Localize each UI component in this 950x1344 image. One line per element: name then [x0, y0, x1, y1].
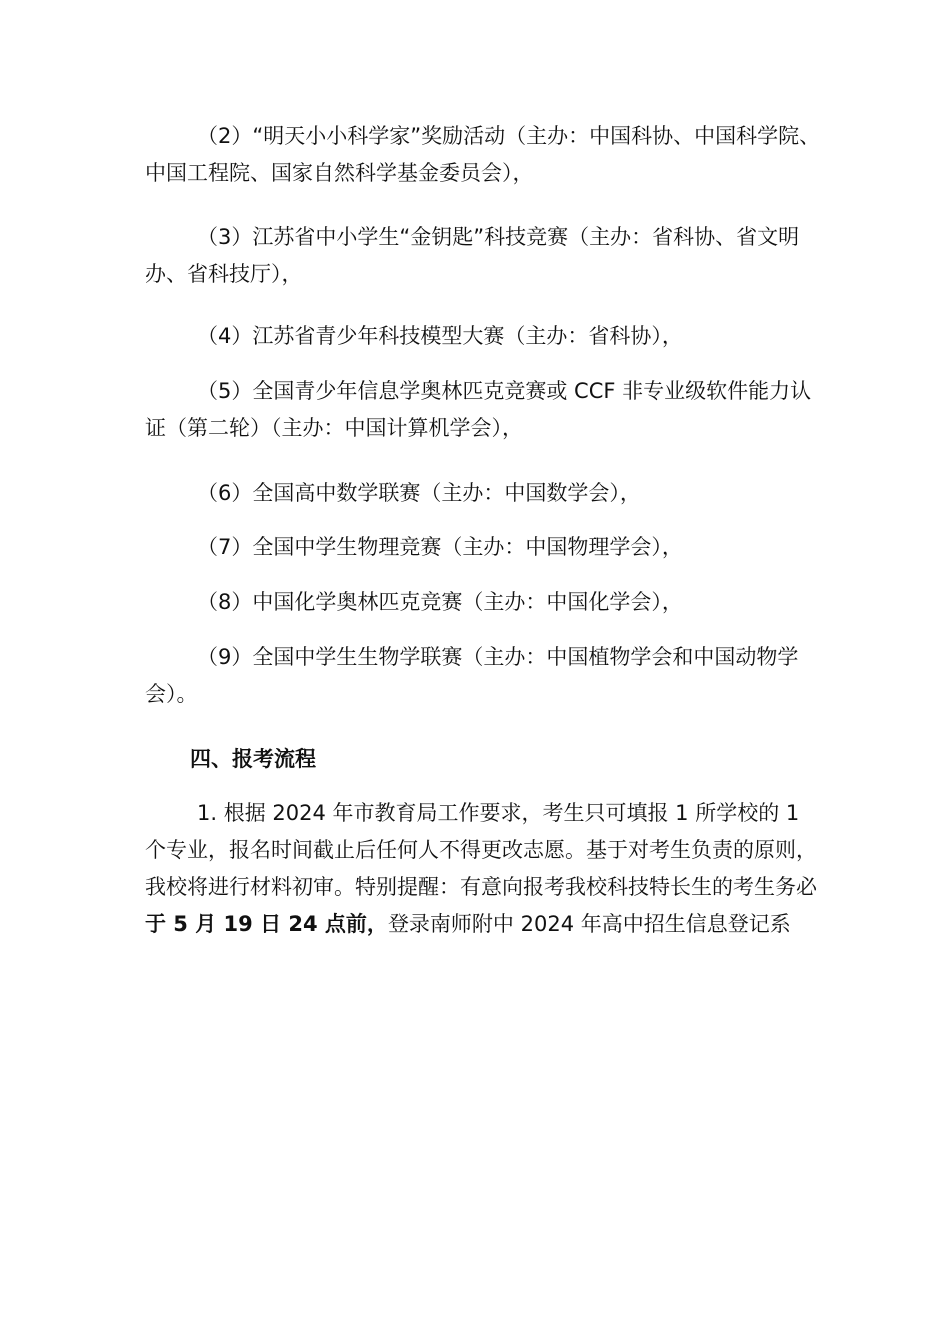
list-item-5: （5）全国青少年信息学奥林匹克竞赛或 CCF 非专业级软件能力认证（第二轮）（主办：中国计算机学会）， [145, 379, 812, 440]
process-paragraph [145, 795, 825, 943]
list-item-4: （4）江苏省青少年科技模型大赛（主办：省科协）， [197, 324, 683, 348]
list-item-2: （2）“明天小小科学家”奖励活动（主办：中国科协、中国科学院、中国工程院、国家自然科学基金委员会）， [145, 124, 821, 185]
list-item-7: （7）全国中学生物理竞赛（主办：中国物理学会）， [197, 535, 683, 559]
section-heading: 四、报考流程 [190, 747, 316, 771]
process-tail: 登录南师附中 2024 年高中招生信息登记系 [387, 912, 791, 936]
list-item-6: （6）全国高中数学联赛（主办：中国数学会）， [197, 481, 641, 505]
list-item-8: （8）中国化学奥林匹克竞赛（主办：中国化学会）， [197, 590, 683, 614]
list-item-9: （9）全国中学生生物学联赛（主办：中国植物学会和中国动物学会）。 [145, 645, 799, 706]
process-intro: 1. 根据 2024 年市教育局工作要求，考生只可填报 1 所学校的 1 个专业，报名时间截止后任何人不得更改志愿。基于对考生负责的原则， 我校将进行材料初审。特别提醒：有意向报考我校科技特长生的考生务必 [145, 801, 817, 899]
process-deadline: 于 5 月 19 日 24 点前， [145, 912, 388, 936]
list-item-3: （3）江苏省中小学生“金钥匙”科技竞赛（主办：省科协、省文明办、省科技厅）， [145, 225, 800, 286]
